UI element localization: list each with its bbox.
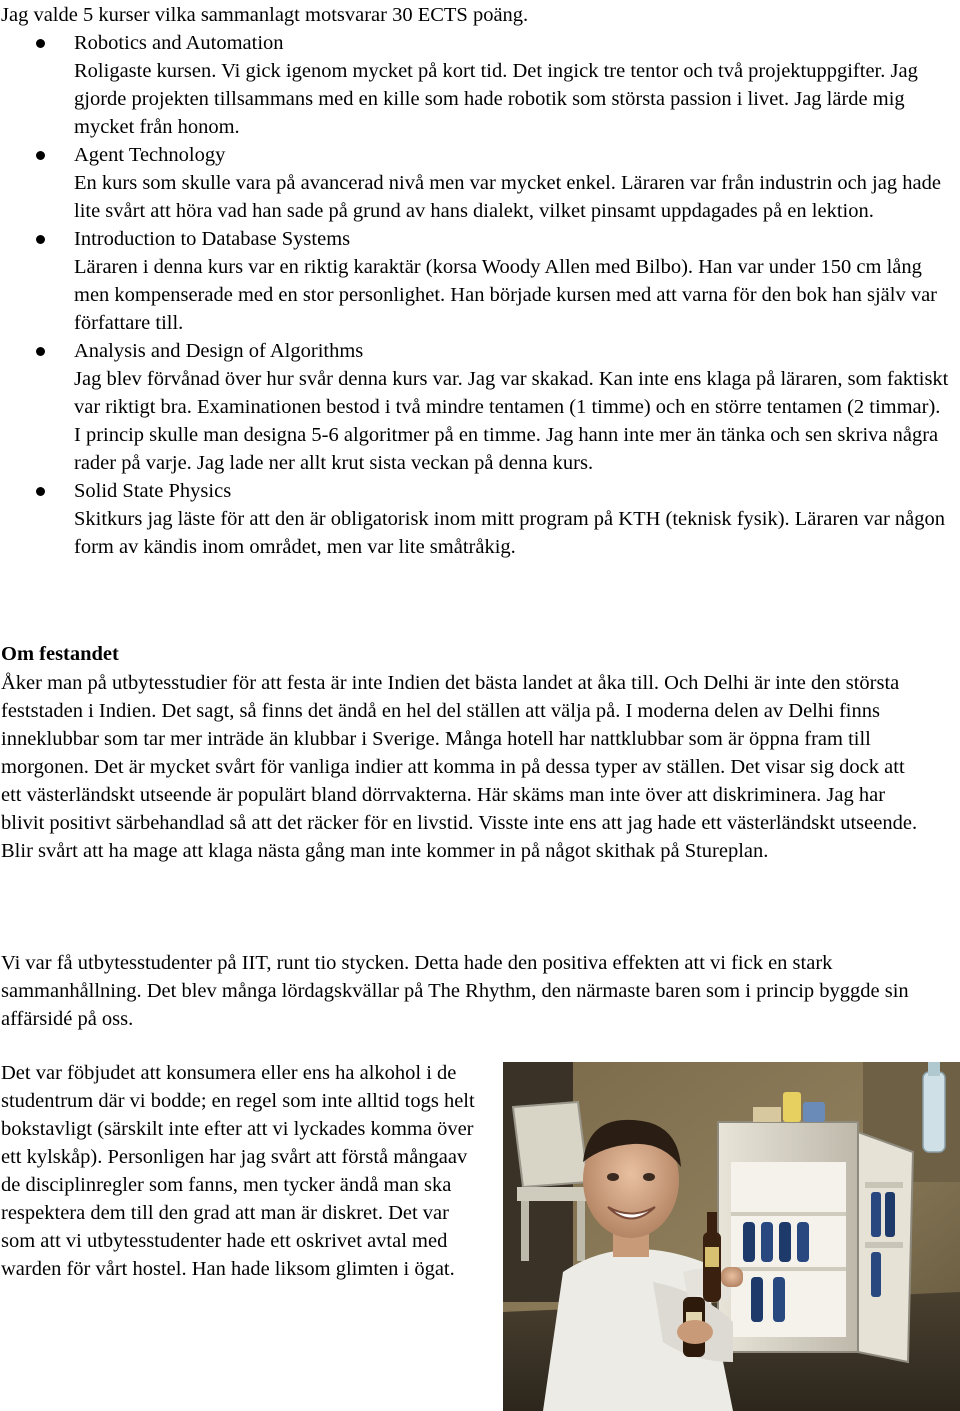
course-title: Introduction to Database Systems [74, 228, 351, 250]
course-title: Solid State Physics [74, 480, 232, 502]
course-description: Roligaste kursen. Vi gick igenom mycket på kort tid. Det ingick tre tentor och två projektuppgifter. Jag gjorde projekten tillsammans med en kille som hade robotik som största passion i livet. Jag lärde mig mycket från honom. [74, 60, 918, 138]
list-item [0, 477, 950, 561]
list-item [0, 141, 950, 225]
bullet-icon [36, 347, 45, 356]
bullet-icon [36, 151, 45, 160]
course-description: Jag blev förvånad över hur svår denna kurs var. Jag var skakad. Kan inte ens klaga på läraren, som faktiskt var riktigt bra. Examinationen bestod i två mindre tentamen (1 timme) och en större tentamen (2 timmar). I princip skulle man designa 5-6 algoritmer på en timme. Jag hann inte mer än tänka och sen skriva några rader på varje. Jag lade ner allt krut sista veckan på denna kurs. [74, 368, 949, 474]
paragraph-festandet-1: Åker man på utbytesstudier för att festa är inte Indien det bästa landet at åka till. Och Delhi är inte den största feststaden i Indien. Det sagt, så finns det ändå en hel del ställen att välja på. I moderna delen av Delhi finns inneklubbar som tar mer inträde än klubbar i Sverige. Många hotell har nattklubbar som är öppna fram till morgonen. Det är mycket svårt för vanliga indier att komma in på dessa typer av ställen. Det visar sig dock att ett västerländskt utseende är populärt bland dörrvakterna. Här skäms man inte över att diskriminera. Jag har blivit positivt särbehandlad så att det räcker för en livstid. Visste inte ens att jag hade ett västerländskt utseende. Blir svårt att ha mage att klaga nästa gång man inte kommer in på något skithak på Stureplan. [1, 672, 918, 862]
bullet-icon [36, 39, 45, 48]
course-title: Agent Technology [74, 144, 226, 166]
bullet-icon [36, 235, 45, 244]
bullet-icon [36, 487, 45, 496]
course-description: Läraren i denna kurs var en riktig karaktär (korsa Woody Allen med Bilbo). Han var under 150 cm lång men kompenserade med en stor personlighet. Han började kursen med att varna för den bok han själv var författare till. [74, 256, 938, 334]
list-item [0, 225, 950, 337]
course-description: Skitkurs jag läste för att den är obligatorisk inom mitt program på KTH (teknisk fysik). Läraren var någon form av kändis inom området, men var lite småtråkig. [74, 508, 946, 558]
course-title: Analysis and Design of Algorithms [74, 340, 364, 362]
photo-illustration [503, 1062, 960, 1411]
list-item [0, 29, 950, 141]
course-description: En kurs som skulle vara på avancerad nivå men var mycket enkel. Läraren var från industrin och jag hade lite svårt att höra vad han sade på grund av hans dialekt, vilket pinsamt uppdagades på en lektion. [74, 172, 941, 222]
section-heading: Om festandet [1, 643, 119, 665]
student-with-fridge-photo [503, 1062, 960, 1411]
paragraph-festandet-2: Vi var få utbytesstudenter på IIT, runt tio stycken. Detta hade den positiva effekten att vi fick en stark sammanhållning. Det blev många lördagskvällar på The Rhythm, den närmaste baren som i princip byggde sin affärsidé på oss. [1, 952, 909, 1030]
course-title: Robotics and Automation [74, 32, 284, 54]
intro-text: Jag valde 5 kurser vilka sammanlagt motsvarar 30 ECTS poäng. [1, 4, 529, 26]
paragraph-festandet-3: Det var föbjudet att konsumera eller ens ha alkohol i de studentrum där vi bodde; en regel som inte alltid togs helt bokstavligt (särskilt inte efter att vi lyckades komma över ett kylskåp). Personligen har jag svårt att förstå mångaav de disciplinregler som fanns, men tycker ändå man ska respektera dem till den grad att man är diskret. Det var som att vi utbytesstudenter hade ett oskrivet avtal med warden för vårt hostel. Han hade liksom glimten i ögat. [1, 1062, 475, 1280]
list-item [0, 337, 950, 477]
course-list [0, 29, 950, 561]
